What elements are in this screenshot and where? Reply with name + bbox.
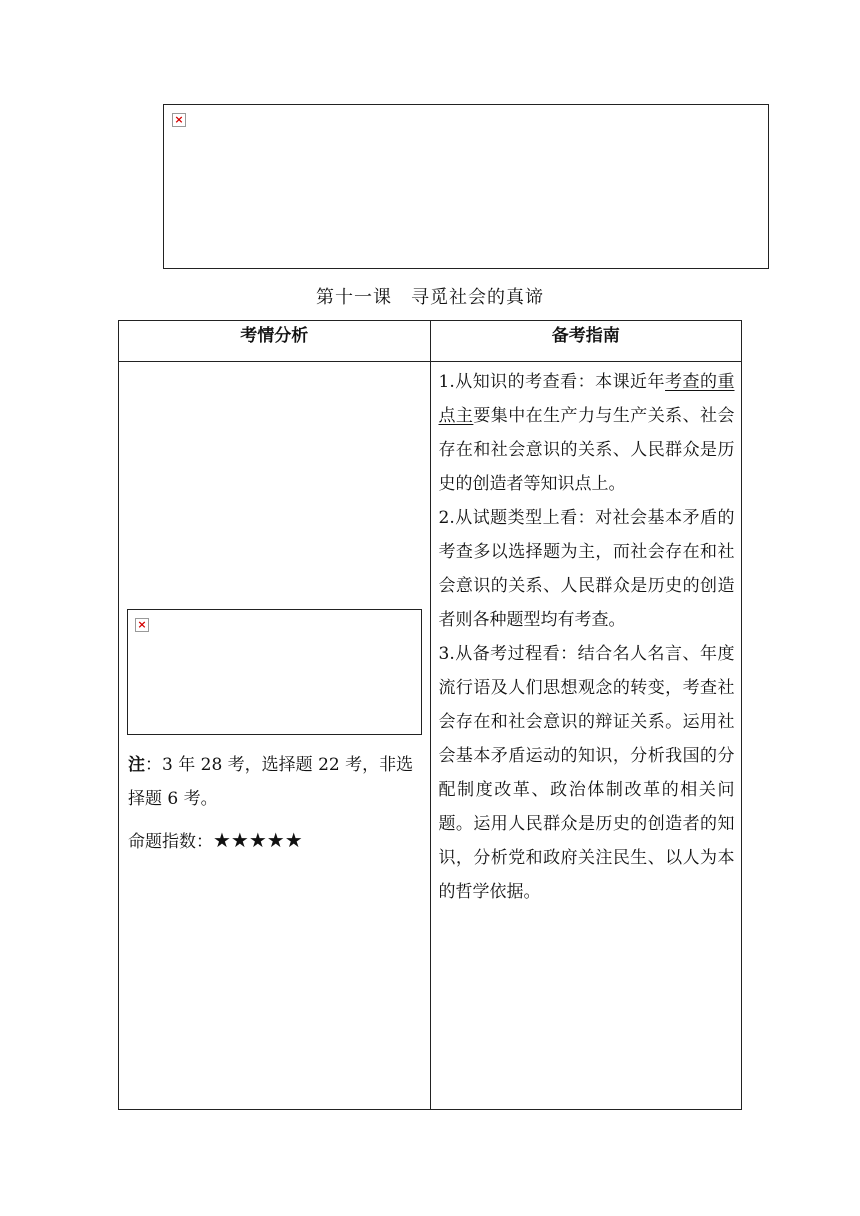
guide-cell — [430, 362, 742, 1110]
index-label: 命题指数： — [128, 832, 213, 852]
guide-paragraph-3: 3.从备考过程看：结合名人名言、年度流行语及人们思想观念的转变，考查社会存在和社会意识的辩证关系。运用社会基本矛盾运动的知识，分析我国的分配制度改革、政治体制改革的相关问题。运用人民群众是历史的创造者的知识，分析党和政府关注民生、以人为本的哲学依据。 — [438, 644, 735, 902]
top-image-placeholder — [163, 104, 769, 269]
header-analysis: 考情分析 — [119, 321, 431, 362]
note-text: ：3 年 28 考，选择题 22 考，非选择题 6 考。 — [128, 755, 414, 809]
exam-analysis-table — [118, 320, 742, 1110]
analysis-cell — [119, 362, 431, 1110]
broken-image-icon: × — [172, 113, 186, 127]
analysis-image-placeholder — [127, 609, 422, 735]
note-label: 注 — [128, 755, 145, 775]
guide-paragraph-2: 2.从试题类型上看：对社会基本矛盾的考查多以选择题为主，而社会存在和社会意识的关系、人民群众是历史的创造者则各种题型均有考查。 — [438, 508, 735, 630]
broken-image-icon: × — [135, 618, 149, 632]
guide-text — [439, 365, 735, 909]
proposition-index — [128, 823, 303, 859]
header-guide: 备考指南 — [430, 321, 742, 362]
lesson-title: 第十一课 寻觅社会的真谛 — [316, 287, 544, 308]
star-rating: ★★★★★ — [213, 828, 303, 852]
guide-paragraph-1: 1.从知识的考查看：本课近年考查的重点主要集中在生产力与生产关系、社会存在和社会意识的关系、人民群众是历史的创造者等知识点上。 — [438, 372, 735, 494]
underlined-text: 考查的重点主 — [438, 372, 735, 426]
exam-note — [128, 748, 424, 816]
